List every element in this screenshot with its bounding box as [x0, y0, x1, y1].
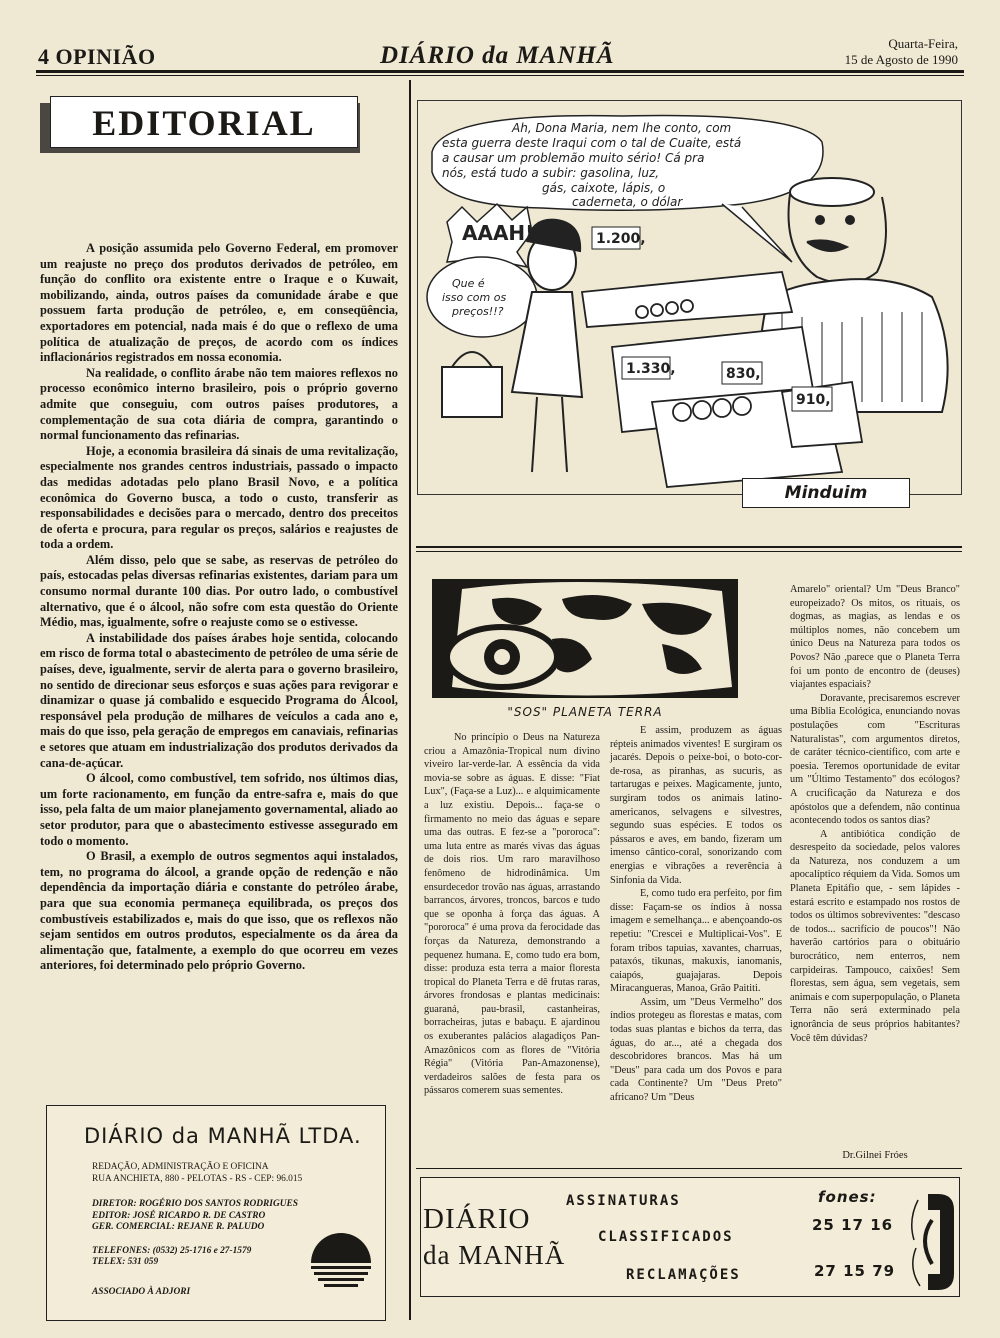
- price-tag: 910,: [796, 392, 831, 408]
- article-paragraph: Amarelo" oriental? Um "Deus Branco" europeizado? Os mitos, os rituais, os dogmas, as magias, as lendas e os múltiplos nomes, não concebem um único Deus na Natureza para todos os Povos? Não ,parece que o Planeta Terra foi um ponto de encontro de (deuses) viajantes espaciais?: [790, 584, 960, 691]
- editorial-paragraph: A posição assumida pelo Governo Federal, em promover um reajuste no preço dos produtos derivados de petróleo, em função do conflito ora existente entre o Iraque e o Kuwait, mobilizando, ainda, outros países da comunidade árabe e que possuem farta produção de petróleo, e, em conseqüência, exportadores em potencial, nada mais é do que o reflexo de uma política de atualização de preços, de acordo com os índices inflacionários registrados em nossa economia.: [40, 241, 398, 365]
- price-tag: 830,: [726, 366, 761, 382]
- publisher-editor: EDITOR: JOSÉ RICARDO R. DE CASTRO: [92, 1210, 266, 1221]
- article-column: [610, 724, 782, 1105]
- article-paragraph: Doravante, precisaremos escrever uma Bíblia Ecológica, enunciando novas postulações com "Escrituras Naturalistas", com argumentos diretos, de caráter técnico-científico, com arte e poesia. Teremos oportunidade de evitar um "Último Testamento" dos ecólogos? A crucificação da Natureza e dos apóstolos que a defendem, não continua acontecendo todos os santos dias?: [790, 692, 960, 827]
- publisher-address: RUA ANCHIETA, 880 - PELOTAS - RS - CEP: 96.015: [92, 1173, 303, 1184]
- column-divider: [409, 80, 411, 1320]
- section-divider-bottom: [416, 1168, 962, 1169]
- article-title: "SOS" PLANETA TERRA: [507, 705, 663, 719]
- cartoon-illustration: [422, 112, 960, 512]
- publisher-address: REDAÇÃO, ADMINISTRAÇÃO E OFICINA: [92, 1162, 269, 1172]
- publisher-director: DIRETOR: ROGÉRIO DOS SANTOS RODRIGUES: [92, 1199, 298, 1209]
- svg-text:preços!!?: preços!!?: [452, 305, 504, 318]
- phones-label: fones:: [818, 1188, 877, 1206]
- editorial-body: [40, 241, 398, 974]
- subscriptions-logo: da MANHÃ: [423, 1240, 566, 1270]
- publisher-name: DIÁRIO da MANHÃ LTDA.: [84, 1124, 362, 1148]
- classifieds-label: CLASSIFICADOS: [598, 1229, 734, 1245]
- editorial-paragraph: O álcool, como combustível, tem sofrido, nos últimos dias, um forte racionamento, em função da entre-safra e, mais do que isso, pela falta de um maior planejamento governamental, aliado ao setor produtor, para que o abastecimento estivesse assegurado em todo o momento.: [40, 771, 398, 848]
- masthead-rule: [36, 70, 964, 73]
- svg-text:gás, caixote, lápis, o: gás, caixote, lápis, o: [542, 181, 666, 195]
- svg-text:caderneta, o dólar: caderneta, o dólar: [572, 195, 683, 209]
- publisher-telex: TELEX: 531 059: [92, 1257, 159, 1267]
- subscriptions-logo: DIÁRIO: [423, 1203, 531, 1235]
- newspaper-name: DIÁRIO da MANHÃ: [380, 42, 615, 69]
- editorial-paragraph: O Brasil, a exemplo de outros segmentos aqui instalados, tem, no programa do álcool, a grande opção de redenção e não dependência da importação diária e constante do petróleo árabe, para que sua economia permaneça equilibrada, os preços dos combustíveis estabilizados e, mais do que isso, que os reflexos não sejam sentidos em outros produtos, especialmente os da área da alimentação que, fatalmente, a exemplo do que ocorreu em vezes anteriores, foi determinado pelo próprio Governo.: [40, 849, 398, 973]
- section-divider-thin: [416, 551, 962, 552]
- article-paragraph: E, como tudo era perfeito, por fim disse: Façam-se os índios à nossa imagem e semelhança... e abençoando-os repetiu: "Crescei e Multiplicai-Vos". E foram tribos tapuias, xavantes, charruas, pataxós, tikunas, makuxis, ianomanis, caiapós, guajajaras. Depois Miracangueras, Manoa, Grão Paititi.: [610, 888, 782, 995]
- phone-number: 25 17 16: [812, 1216, 894, 1234]
- publisher-manager: GER. COMERCIAL: REJANE R. PALUDO: [92, 1222, 265, 1232]
- article-paragraph: E assim, produzem as águas répteis animados viventes! E surgiram os jacarés. Depois o peixe-boi, o boto-cor-de-rosa, as piranhas, as sucuris, as tartarugas e peixes. Magicamente, junto, surgiram todos os animais latino-americanos, selvagens e silvestres, segundo suas espécies. E todos os pássaros e aves, em bando, fizeram um imenso cântico-coral, sonorizando com energias e vibrações a reverência à Sinfonia da Vida.: [610, 725, 782, 886]
- phone-number: 27 15 79: [814, 1262, 896, 1280]
- editorial-paragraph: Na realidade, o conflito árabe não tem maiores reflexos no processo econômico interno brasileiro, pois o próprio governo admite que conseguiu, com outros países produtores, a complementação de sua cota diária de compra, garantindo o normal funcionamento das refinarias.: [40, 365, 398, 443]
- editorial-paragraph: Além disso, pelo que se sabe, as reservas de petróleo do país, estocadas pelas diversas refinarias existentes, dariam para um consumo normal durante 100 dias. Por outro lado, o combustível alternativo, que é o álcool, não sofre com esta questão do Oriente Médio, mas, igualmente, sofre o reajuste como se o estivesse.: [40, 552, 398, 630]
- editorial-paragraph: A instabilidade dos países árabes hoje sentida, colocando em risco de forma total o abastecimento de petróleo de uma série de países, deve, igualmente, servir de alerta para o governo brasileiro, no sentido de direcionar seus esforços e suas ações para revigorar e dinamizar o quase já combalido e esquecido Programa do Álcool, responsável pela produção de milhares de veículos a cada ano e, mais do que isso, pela geração de empregos em canaviais, refinarias e setores que atuam em industrialização dos produtos derivados da cana-de-açúcar.: [40, 630, 398, 770]
- publisher-logo: [306, 1228, 376, 1298]
- svg-text:a causar um problemão muito: a causar um problemão muito sério! Cá pra: [442, 151, 705, 165]
- cartoon-signature: Minduim: [742, 478, 910, 508]
- publisher-phones: TELEFONES: (0532) 25-1716 e 27-1579: [92, 1245, 252, 1256]
- section-label: 4 OPINIÃO: [38, 44, 156, 69]
- world-map-logo: [432, 579, 738, 698]
- publisher-association: ASSOCIADO À ADJORI: [92, 1286, 191, 1297]
- article-column: [790, 583, 960, 1045]
- editorial-paragraph: Hoje, a economia brasileira dá sinais de uma revitalização, especialmente nos grandes centros industriais, passado o impacto das medidas adotadas pelo plano Brasil Novo, e a política econômica do Governo busca, a todo o custo, transferir as responsabilidades e decisões para o mercado, dentro dos preceitos de oferta e procura, para regular os preços, salários e reajustes de toda a ordem.: [40, 443, 398, 552]
- article-column: [424, 731, 600, 1098]
- svg-text:Que é: Que é: [452, 277, 485, 290]
- svg-text:nós, está tudo a subir: gasoli: nós, está tudo a subir: gasolina, luz,: [442, 166, 660, 180]
- article-byline: Dr.Gilnei Fróes: [842, 1150, 908, 1161]
- article-paragraph: Assim, um "Deus Vermelho" dos índios protegeu as florestas e matas, com todas suas plantas e bichos da terra, das águas, do ar..., até a chegada dos descobridores brancos. Mas há um "Deus" para cada um dos Povos e para cada Continente? Um "Deus Preto" africano? Um "Deus: [610, 996, 782, 1104]
- editorial-heading: EDITORIAL: [50, 96, 358, 148]
- svg-text:Ah, Dona Maria, nem lhe conto,: Ah, Dona Maria, nem lhe conto, com: [512, 121, 732, 135]
- price-tag: 1.200,: [596, 231, 646, 247]
- telephone-icon: [898, 1190, 958, 1294]
- article-paragraph: No princípio o Deus na Natureza criou a Amazônia-Tropical num divino viveiro lar-verde-lar. A essência da vida movia-se sobre as águas. E disse: "Fiat Lux", (Faça-se a Luz)... e alquimicamente a luz existiu. Depois... faça-se o firmamento no meio das águas e separe uma das outras. E fez-se a "pororoca": uma luta entre as marés vivas das águas de dois rios. Um raro maravilhoso fenômeno de hidrodinâmica. Um ensurdecedor trovão nas águas, arrastando barrancos, árvores, troncos, barcos e tudo que se oponha à força das águas. A "pororoca" é uma prova da ferocidade das forças da Natureza, demonstrando a pequenez humana. E, como tudo era bom, disse: produza esta terra a maior floresta tropical do Planeta Terra e dê frutas raras, árvores frondosas e plantas medicinais: guaraná, pau-brasil, castanheiras, borracheiras, jutas e babaçu. E ajardinou os exuberantes palácios alagadiços Pan-Amazônicos com as flores de "Vitória Régia" (Vitória Pan-Amazonense), verdadeiros salões de festa para os pássaros comerem suas sementes.: [424, 732, 600, 1097]
- subscriptions-label: ASSINATURAS: [566, 1193, 681, 1209]
- svg-text:isso com os: isso com os: [442, 291, 507, 304]
- issue-date: [810, 36, 958, 68]
- svg-text:esta guerra deste Iraqui com o: esta guerra deste Iraqui com o tal de Cuaite, está: [442, 136, 742, 150]
- masthead-rule-thin: [36, 75, 964, 76]
- weekday: Quarta-Feira,: [888, 36, 958, 51]
- article-paragraph: A antibiótica condição de desrespeito da sociedade, pelos valores da Natureza, nos conduzem a um apocalíptico réquiem da Vida. Somos um Planeta Epitáfio que, - sem lápides - estará escrito e estampado nos rostos de todos os últimos sobreviventes: "descaso de todos... sacrifício de poucos"! Não haverão cartórios para o obituário burocrático, nem enterros, nem carpideiras. Tampouco, caixões! Sem florestas, sem água, sem vegetais, sem animais e com superpopulação, o Planeta Terra não será exterminado pela ignorância de seus próprios habitantes? Você têm dúvidas?: [790, 828, 960, 1044]
- scream-text: AAAH!: [462, 221, 535, 245]
- complaints-label: RECLAMAÇÕES: [626, 1267, 741, 1283]
- date: 15 de Agosto de 1990: [844, 52, 958, 67]
- section-divider: [416, 546, 962, 548]
- price-tag: 1.330,: [626, 361, 676, 377]
